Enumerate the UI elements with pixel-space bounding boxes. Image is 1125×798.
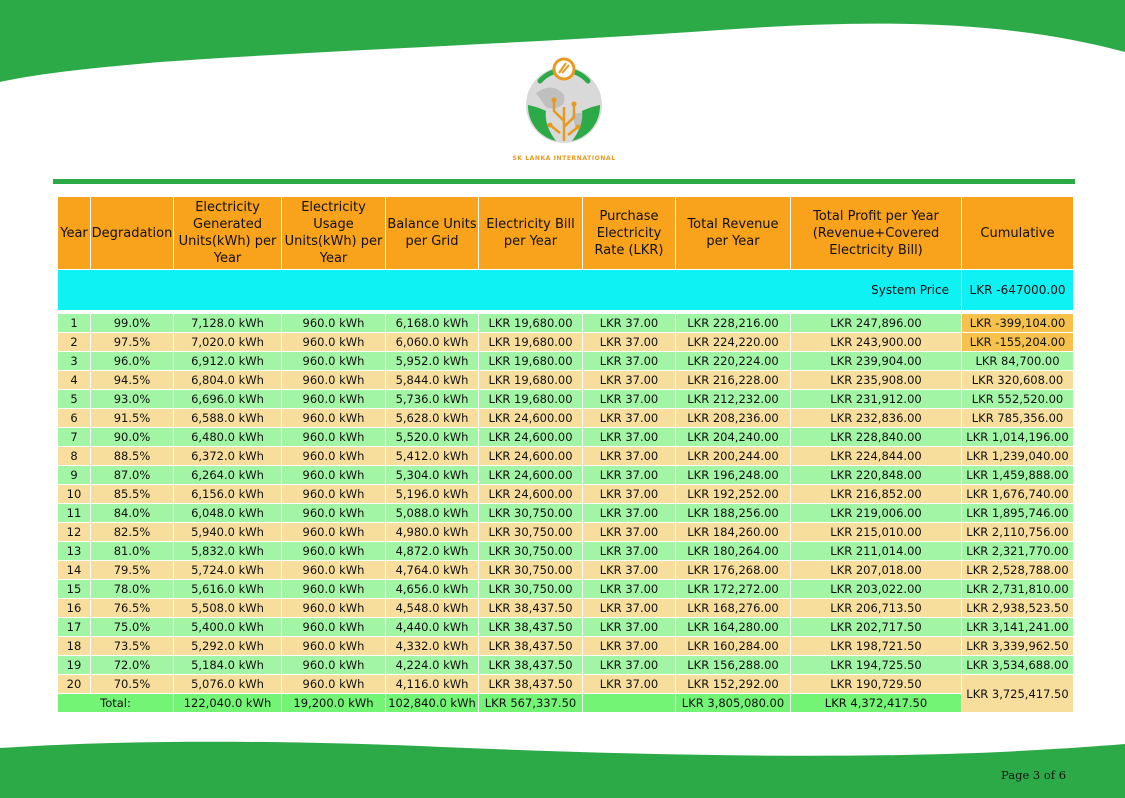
company-logo <box>508 55 620 165</box>
table-cell: 15 <box>58 580 91 599</box>
table-cell: 960.0 kWh <box>282 504 386 523</box>
table-cell: 960.0 kWh <box>282 561 386 580</box>
table-cell: 960.0 kWh <box>282 599 386 618</box>
table-cell: LKR 3,534,688.00 <box>962 656 1074 675</box>
table-row <box>58 504 1074 523</box>
table-row <box>58 523 1074 542</box>
table-cell: 82.5% <box>91 523 174 542</box>
table-cell: 5,616.0 kWh <box>174 580 282 599</box>
logo-emblem-icon <box>516 55 612 153</box>
table-cell: LKR 220,848.00 <box>791 466 962 485</box>
col-header: Year <box>58 197 91 270</box>
table-cell: 5,952.0 kWh <box>386 352 479 371</box>
table-cell: 5,520.0 kWh <box>386 428 479 447</box>
table-cell: 5,292.0 kWh <box>174 637 282 656</box>
table-cell: 5,184.0 kWh <box>174 656 282 675</box>
table-cell: LKR 203,022.00 <box>791 580 962 599</box>
table-cell: 960.0 kWh <box>282 314 386 333</box>
table-cell: LKR 160,284.00 <box>676 637 791 656</box>
table-cell: LKR 172,272.00 <box>676 580 791 599</box>
table-cell: 10 <box>58 485 91 504</box>
table-cell: 6,588.0 kWh <box>174 409 282 428</box>
table-cell: 4,872.0 kWh <box>386 542 479 561</box>
table-cell: LKR 37.00 <box>583 409 676 428</box>
table-cell: LKR 30,750.00 <box>479 523 583 542</box>
table-cell: 7,020.0 kWh <box>174 333 282 352</box>
table-cell: LKR 231,912.00 <box>791 390 962 409</box>
table-cell: 18 <box>58 637 91 656</box>
table-cell: 6,156.0 kWh <box>174 485 282 504</box>
table-cell: 11 <box>58 504 91 523</box>
table-cell: 5,304.0 kWh <box>386 466 479 485</box>
table-cell: 960.0 kWh <box>282 428 386 447</box>
table-cell: 6,696.0 kWh <box>174 390 282 409</box>
table-row <box>58 352 1074 371</box>
table-row <box>58 561 1074 580</box>
table-cell: 5,412.0 kWh <box>386 447 479 466</box>
table-cell: 84.0% <box>91 504 174 523</box>
table-cell: 5,832.0 kWh <box>174 542 282 561</box>
table-row <box>58 542 1074 561</box>
totals-rate <box>583 694 676 713</box>
table-cell: 5 <box>58 390 91 409</box>
table-cell: 5,628.0 kWh <box>386 409 479 428</box>
table-cell: 94.5% <box>91 371 174 390</box>
table-cell: LKR 2,731,810.00 <box>962 580 1074 599</box>
table-cell: 73.5% <box>91 637 174 656</box>
table-cell: 78.0% <box>91 580 174 599</box>
table-cell: 960.0 kWh <box>282 409 386 428</box>
table-cell: 7 <box>58 428 91 447</box>
table-cell: LKR 1,459,888.00 <box>962 466 1074 485</box>
table-cell: 81.0% <box>91 542 174 561</box>
table-cell: LKR 37.00 <box>583 523 676 542</box>
table-cell: LKR 37.00 <box>583 561 676 580</box>
table-cell: LKR 1,676,740.00 <box>962 485 1074 504</box>
table-cell: 4,656.0 kWh <box>386 580 479 599</box>
table-cell: 99.0% <box>91 314 174 333</box>
logo-text: SK LANKA INTERNATIONAL <box>512 155 616 162</box>
table-cell: 4,980.0 kWh <box>386 523 479 542</box>
table-cell: LKR 243,900.00 <box>791 333 962 352</box>
table-cell: 4 <box>58 371 91 390</box>
table-cell: 3 <box>58 352 91 371</box>
table-cell: 4,440.0 kWh <box>386 618 479 637</box>
table-cell: 960.0 kWh <box>282 618 386 637</box>
table-cell: 4,224.0 kWh <box>386 656 479 675</box>
table-cell: 5,076.0 kWh <box>174 675 282 694</box>
table-cell: LKR 19,680.00 <box>479 371 583 390</box>
table-cell: LKR 207,018.00 <box>791 561 962 580</box>
table-cell: 5,940.0 kWh <box>174 523 282 542</box>
table-cell: 72.0% <box>91 656 174 675</box>
totals-bill: LKR 567,337.50 <box>479 694 583 713</box>
totals-usage: 19,200.0 kWh <box>282 694 386 713</box>
table-cell: 6,168.0 kWh <box>386 314 479 333</box>
table-cell: LKR 37.00 <box>583 333 676 352</box>
table-cell: LKR -399,104.00 <box>962 314 1074 333</box>
table-cell: LKR 212,232.00 <box>676 390 791 409</box>
table-cell: 960.0 kWh <box>282 333 386 352</box>
totals-revenue: LKR 3,805,080.00 <box>676 694 791 713</box>
table-cell: 6,060.0 kWh <box>386 333 479 352</box>
table-cell: 97.5% <box>91 333 174 352</box>
table-cell: 6,480.0 kWh <box>174 428 282 447</box>
table-cell: LKR 206,713.50 <box>791 599 962 618</box>
table-cell: LKR 2,528,788.00 <box>962 561 1074 580</box>
table-cell: 1 <box>58 314 91 333</box>
table-cell: LKR 3,141,241.00 <box>962 618 1074 637</box>
table-row <box>58 485 1074 504</box>
table-cell: LKR 37.00 <box>583 352 676 371</box>
col-header: Cumulative <box>962 197 1074 270</box>
table-cell: LKR 37.00 <box>583 390 676 409</box>
table-cell: 960.0 kWh <box>282 523 386 542</box>
table-cell: 6,048.0 kWh <box>174 504 282 523</box>
table-cell: 5,844.0 kWh <box>386 371 479 390</box>
system-price-label: System Price <box>58 270 962 311</box>
table-cell: LKR 164,280.00 <box>676 618 791 637</box>
table-cell: LKR 1,014,196.00 <box>962 428 1074 447</box>
table-cell: 75.0% <box>91 618 174 637</box>
table-cell: LKR 211,014.00 <box>791 542 962 561</box>
table-cell: LKR 19,680.00 <box>479 390 583 409</box>
table-cell: LKR 37.00 <box>583 428 676 447</box>
table-cell: LKR 37.00 <box>583 580 676 599</box>
profit-table <box>57 196 1074 713</box>
table-row <box>58 599 1074 618</box>
table-cell: LKR 37.00 <box>583 618 676 637</box>
table-cell: LKR 785,356.00 <box>962 409 1074 428</box>
table-cell: LKR 24,600.00 <box>479 447 583 466</box>
table-cell: LKR 38,437.50 <box>479 637 583 656</box>
table-cell: LKR 228,840.00 <box>791 428 962 447</box>
table-cell: LKR 3,339,962.50 <box>962 637 1074 656</box>
table-row <box>58 371 1074 390</box>
divider-rule <box>53 179 1075 184</box>
table-cell: 96.0% <box>91 352 174 371</box>
table-cell: 5,508.0 kWh <box>174 599 282 618</box>
table-cell: 13 <box>58 542 91 561</box>
table-cell: LKR 204,240.00 <box>676 428 791 447</box>
table-cell: LKR 19,680.00 <box>479 352 583 371</box>
table-cell: LKR 38,437.50 <box>479 675 583 694</box>
table-cell: LKR 188,256.00 <box>676 504 791 523</box>
table-cell: LKR 37.00 <box>583 485 676 504</box>
table-cell: LKR 202,717.50 <box>791 618 962 637</box>
table-cell: LKR 232,836.00 <box>791 409 962 428</box>
table-cell: LKR 219,006.00 <box>791 504 962 523</box>
table-cell: 960.0 kWh <box>282 447 386 466</box>
system-price-value: LKR -647000.00 <box>962 270 1074 311</box>
table-cell: 93.0% <box>91 390 174 409</box>
totals-generated: 122,040.0 kWh <box>174 694 282 713</box>
table-cell: LKR 37.00 <box>583 314 676 333</box>
table-cell: 2 <box>58 333 91 352</box>
table-cell: LKR 19,680.00 <box>479 333 583 352</box>
table-cell: 88.5% <box>91 447 174 466</box>
table-cell: LKR 1,895,746.00 <box>962 504 1074 523</box>
table-cell: 960.0 kWh <box>282 352 386 371</box>
table-cell: LKR 37.00 <box>583 466 676 485</box>
table-cell: LKR 198,721.50 <box>791 637 962 656</box>
table-cell: 8 <box>58 447 91 466</box>
totals-profit: LKR 4,372,417.50 <box>791 694 962 713</box>
table-cell: LKR 1,239,040.00 <box>962 447 1074 466</box>
table-cell: LKR 168,276.00 <box>676 599 791 618</box>
totals-label: Total: <box>58 694 174 713</box>
table-row <box>58 618 1074 637</box>
table-cell: 20 <box>58 675 91 694</box>
table-cell: 960.0 kWh <box>282 580 386 599</box>
col-header: Electricity Bill per Year <box>479 197 583 270</box>
col-header: Electricity Usage Units(kWh) per Year <box>282 197 386 270</box>
table-cell: LKR 38,437.50 <box>479 656 583 675</box>
table-cell: LKR 235,908.00 <box>791 371 962 390</box>
table-cell: 12 <box>58 523 91 542</box>
col-header: Purchase Electricity Rate (LKR) <box>583 197 676 270</box>
table-cell: LKR 24,600.00 <box>479 466 583 485</box>
table-cell: LKR 320,608.00 <box>962 371 1074 390</box>
table-row <box>58 675 1074 694</box>
table-cell: LKR 24,600.00 <box>479 428 583 447</box>
table-cell: 19 <box>58 656 91 675</box>
table-row <box>58 428 1074 447</box>
table-cell: LKR 84,700.00 <box>962 352 1074 371</box>
table-cell: LKR 215,010.00 <box>791 523 962 542</box>
table-cell: 6 <box>58 409 91 428</box>
table-cell: LKR 216,852.00 <box>791 485 962 504</box>
table-cell: LKR 24,600.00 <box>479 409 583 428</box>
table-cell: LKR 156,288.00 <box>676 656 791 675</box>
table-cell: LKR 37.00 <box>583 637 676 656</box>
table-cell: LKR 3,725,417.50 <box>962 675 1074 713</box>
table-cell: 6,372.0 kWh <box>174 447 282 466</box>
table-cell: 87.0% <box>91 466 174 485</box>
table-cell: 960.0 kWh <box>282 390 386 409</box>
table-cell: 5,400.0 kWh <box>174 618 282 637</box>
table-cell: 5,724.0 kWh <box>174 561 282 580</box>
table-cell: LKR 37.00 <box>583 371 676 390</box>
table-cell: LKR 208,236.00 <box>676 409 791 428</box>
table-cell: 960.0 kWh <box>282 485 386 504</box>
table-cell: LKR 37.00 <box>583 447 676 466</box>
table-cell: LKR 180,264.00 <box>676 542 791 561</box>
table-cell: 4,332.0 kWh <box>386 637 479 656</box>
table-cell: 16 <box>58 599 91 618</box>
table-cell: LKR 190,729.50 <box>791 675 962 694</box>
table-cell: LKR 192,252.00 <box>676 485 791 504</box>
table-cell: 6,804.0 kWh <box>174 371 282 390</box>
table-row <box>58 466 1074 485</box>
table-cell: LKR 220,224.00 <box>676 352 791 371</box>
table-cell: 960.0 kWh <box>282 466 386 485</box>
table-cell: 70.5% <box>91 675 174 694</box>
table-cell: 6,912.0 kWh <box>174 352 282 371</box>
table-cell: LKR -155,204.00 <box>962 333 1074 352</box>
table-cell: LKR 30,750.00 <box>479 542 583 561</box>
table-cell: 17 <box>58 618 91 637</box>
table-cell: LKR 30,750.00 <box>479 504 583 523</box>
table-cell: 5,196.0 kWh <box>386 485 479 504</box>
table-cell: LKR 2,110,756.00 <box>962 523 1074 542</box>
table-cell: LKR 184,260.00 <box>676 523 791 542</box>
table-cell: LKR 37.00 <box>583 504 676 523</box>
table-cell: LKR 37.00 <box>583 656 676 675</box>
table-cell: LKR 38,437.50 <box>479 599 583 618</box>
table-cell: 960.0 kWh <box>282 656 386 675</box>
table-row <box>58 333 1074 352</box>
table-row <box>58 637 1074 656</box>
table-cell: LKR 38,437.50 <box>479 618 583 637</box>
table-cell: 6,264.0 kWh <box>174 466 282 485</box>
table-row <box>58 447 1074 466</box>
table-header-row <box>58 197 1074 270</box>
table-cell: 91.5% <box>91 409 174 428</box>
table-cell: 4,116.0 kWh <box>386 675 479 694</box>
table-cell: 960.0 kWh <box>282 637 386 656</box>
col-header: Degradation <box>91 197 174 270</box>
table-row <box>58 409 1074 428</box>
table-row <box>58 390 1074 409</box>
table-cell: LKR 224,220.00 <box>676 333 791 352</box>
table-cell: 5,736.0 kWh <box>386 390 479 409</box>
table-cell: LKR 152,292.00 <box>676 675 791 694</box>
table-cell: 7,128.0 kWh <box>174 314 282 333</box>
table-cell: 960.0 kWh <box>282 371 386 390</box>
table-row <box>58 656 1074 675</box>
table-cell: LKR 30,750.00 <box>479 580 583 599</box>
table-row <box>58 314 1074 333</box>
col-header: Total Revenue per Year <box>676 197 791 270</box>
table-cell: 5,088.0 kWh <box>386 504 479 523</box>
table-cell: 79.5% <box>91 561 174 580</box>
table-cell: 960.0 kWh <box>282 675 386 694</box>
table-cell: 76.5% <box>91 599 174 618</box>
table-cell: 85.5% <box>91 485 174 504</box>
table-cell: LKR 19,680.00 <box>479 314 583 333</box>
table-cell: 960.0 kWh <box>282 542 386 561</box>
table-cell: 4,764.0 kWh <box>386 561 479 580</box>
table-cell: LKR 196,248.00 <box>676 466 791 485</box>
table-cell: 90.0% <box>91 428 174 447</box>
totals-balance: 102,840.0 kWh <box>386 694 479 713</box>
col-header: Electricity Generated Units(kWh) per Year <box>174 197 282 270</box>
table-cell: LKR 37.00 <box>583 599 676 618</box>
bottom-wave-banner <box>0 738 1125 798</box>
table-cell: 14 <box>58 561 91 580</box>
table-row <box>58 580 1074 599</box>
table-cell: LKR 552,520.00 <box>962 390 1074 409</box>
totals-row <box>58 694 1074 713</box>
table-cell: LKR 2,321,770.00 <box>962 542 1074 561</box>
table-cell: LKR 239,904.00 <box>791 352 962 371</box>
table-cell: LKR 37.00 <box>583 675 676 694</box>
table-cell: LKR 216,228.00 <box>676 371 791 390</box>
table-cell: LKR 200,244.00 <box>676 447 791 466</box>
table-cell: LKR 30,750.00 <box>479 561 583 580</box>
table-cell: LKR 176,268.00 <box>676 561 791 580</box>
col-header: Total Profit per Year (Revenue+Covered Electricity Bill) <box>791 197 962 270</box>
col-header: Balance Units per Grid <box>386 197 479 270</box>
table-cell: 4,548.0 kWh <box>386 599 479 618</box>
system-price-row <box>58 270 1074 311</box>
table-cell: LKR 194,725.50 <box>791 656 962 675</box>
table-cell: LKR 24,600.00 <box>479 485 583 504</box>
table-cell: LKR 228,216.00 <box>676 314 791 333</box>
table-cell: 9 <box>58 466 91 485</box>
table-cell: LKR 37.00 <box>583 542 676 561</box>
table-cell: LKR 247,896.00 <box>791 314 962 333</box>
page-number: Page 3 of 6 <box>1001 768 1067 782</box>
table-cell: LKR 2,938,523.50 <box>962 599 1074 618</box>
table-cell: LKR 224,844.00 <box>791 447 962 466</box>
